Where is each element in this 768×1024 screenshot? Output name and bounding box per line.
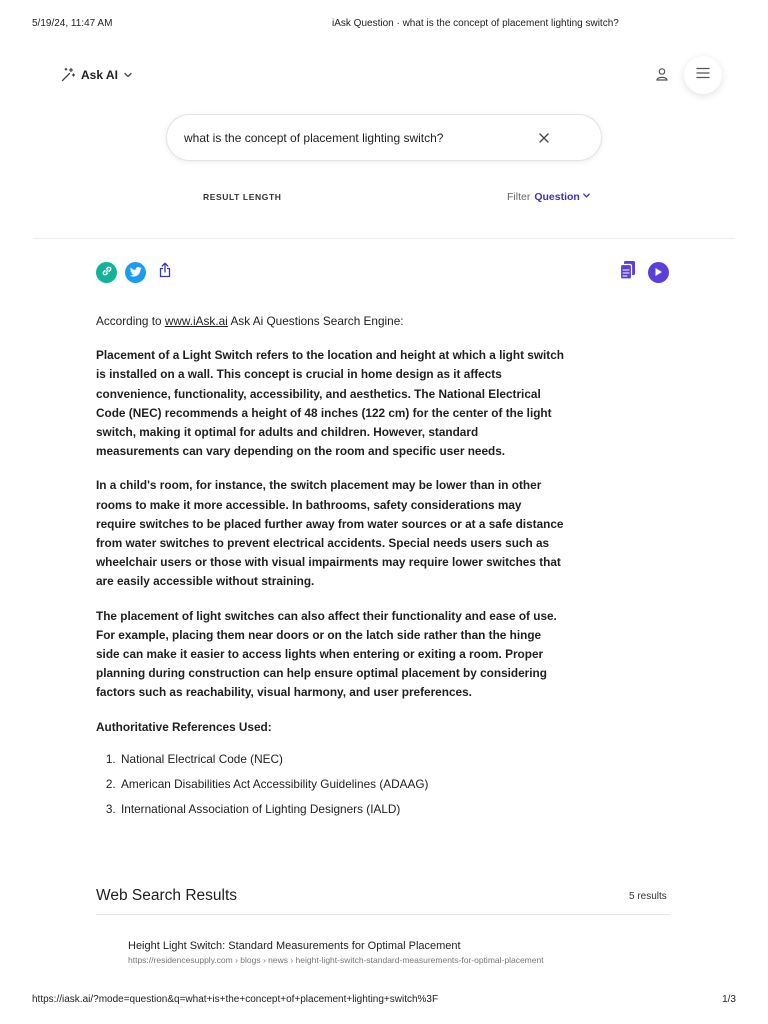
print-footer (32, 994, 736, 1008)
copy-link-button[interactable] (96, 262, 117, 283)
web-result-item (128, 940, 668, 965)
top-bar (60, 62, 722, 88)
twitter-icon (130, 264, 142, 282)
sparkle-wand-icon (60, 67, 76, 83)
user-icon[interactable] (654, 66, 672, 84)
ask-ai-label: Ask AI (81, 68, 118, 82)
web-results-count: 5 results (629, 891, 667, 902)
search-box (166, 114, 602, 161)
link-icon (101, 264, 113, 282)
filter-control (507, 191, 591, 203)
section-divider (33, 238, 735, 239)
play-icon (654, 264, 663, 282)
answer-content (96, 312, 564, 825)
filter-value: Question (534, 191, 580, 203)
share-button[interactable] (154, 262, 175, 283)
copy-answer-button[interactable] (617, 262, 638, 283)
web-result-url: https://residencesupply.com › blogs › news › height-light-switch-standard-measurements-for-optimal-placement (128, 955, 544, 965)
close-icon[interactable] (537, 131, 551, 145)
web-result-title[interactable]: Height Light Switch: Standard Measurements for Optimal Placement (128, 940, 461, 952)
references-list (119, 750, 564, 820)
answer-intro (96, 312, 564, 331)
twitter-share-button[interactable] (125, 262, 146, 283)
print-header (32, 18, 736, 32)
chevron-down-icon (123, 70, 133, 80)
hamburger-menu-icon (696, 66, 710, 84)
share-actions (96, 262, 175, 283)
filter-dropdown[interactable] (534, 191, 591, 203)
ask-ai-dropdown[interactable] (60, 67, 133, 83)
filter-label: Filter (507, 191, 531, 203)
answer-paragraph: The placement of light switches can also affect their functionality and ease of use. For example, placing them near doors or on the latch side rather than the hinge side can make it easier to access lights when entering or exiting a room. Proper planning during construction can help ensure optimal placement by considering factors such as reachability, visual harmony, and user preferences. (96, 608, 557, 700)
print-page-number: 1/3 (722, 994, 736, 1005)
chevron-down-icon (582, 191, 591, 203)
intro-suffix: Ask Ai Questions Search Engine: (230, 314, 404, 328)
result-length-label[interactable]: RESULT LENGTH (203, 192, 282, 202)
answer-paragraph: In a child's room, for instance, the switch placement may be lower than in other rooms to make it more accessible. In bathrooms, safety considerations may require switches to be placed further away from water sources or at a safe distance from water switches to prevent electrical accidents. Special needs users such as wheelchair users or those with visual impairments may require lower switches that are easily accessible without straining. (96, 478, 564, 589)
reference-item: 2. American Disabilities Act Accessibility Guidelines (ADAAG) (119, 775, 564, 794)
answer-actions (617, 262, 669, 283)
web-results-heading: Web Search Results (96, 887, 237, 904)
references-heading: Authoritative References Used: (96, 719, 272, 734)
play-audio-button[interactable] (648, 262, 669, 283)
answer-paragraph: Placement of a Light Switch refers to the location and height at which a light switch is installed on a wall. This concept is crucial in home design as it affects convenience, functionality, accessibility, and aesthetics. The National Electrical Code (NEC) recommends a height of 48 inches (122 cm) for the center of the light switch, making it optimal for adults and children. However, standard measurements can vary depending on the room and specific user needs. (96, 348, 564, 459)
iask-link[interactable]: www.iAsk.ai (164, 314, 228, 328)
share-icon (158, 262, 172, 283)
search-input[interactable] (184, 128, 524, 148)
copy-icon (619, 260, 637, 285)
reference-item: 1. National Electrical Code (NEC) (119, 750, 564, 769)
intro-prefix: According to (96, 314, 162, 328)
menu-button[interactable] (684, 56, 722, 94)
web-results-divider (96, 914, 670, 915)
reference-item: 3. International Association of Lighting Designers (IALD) (119, 800, 564, 819)
print-datetime: 5/19/24, 11:47 AM (32, 18, 113, 29)
print-url: https://iask.ai/?mode=question&q=what+is+the+concept+of+placement+lighting+switch%3F (32, 994, 439, 1005)
print-page-title: iAsk Question · what is the concept of placement lighting switch? (332, 18, 619, 29)
